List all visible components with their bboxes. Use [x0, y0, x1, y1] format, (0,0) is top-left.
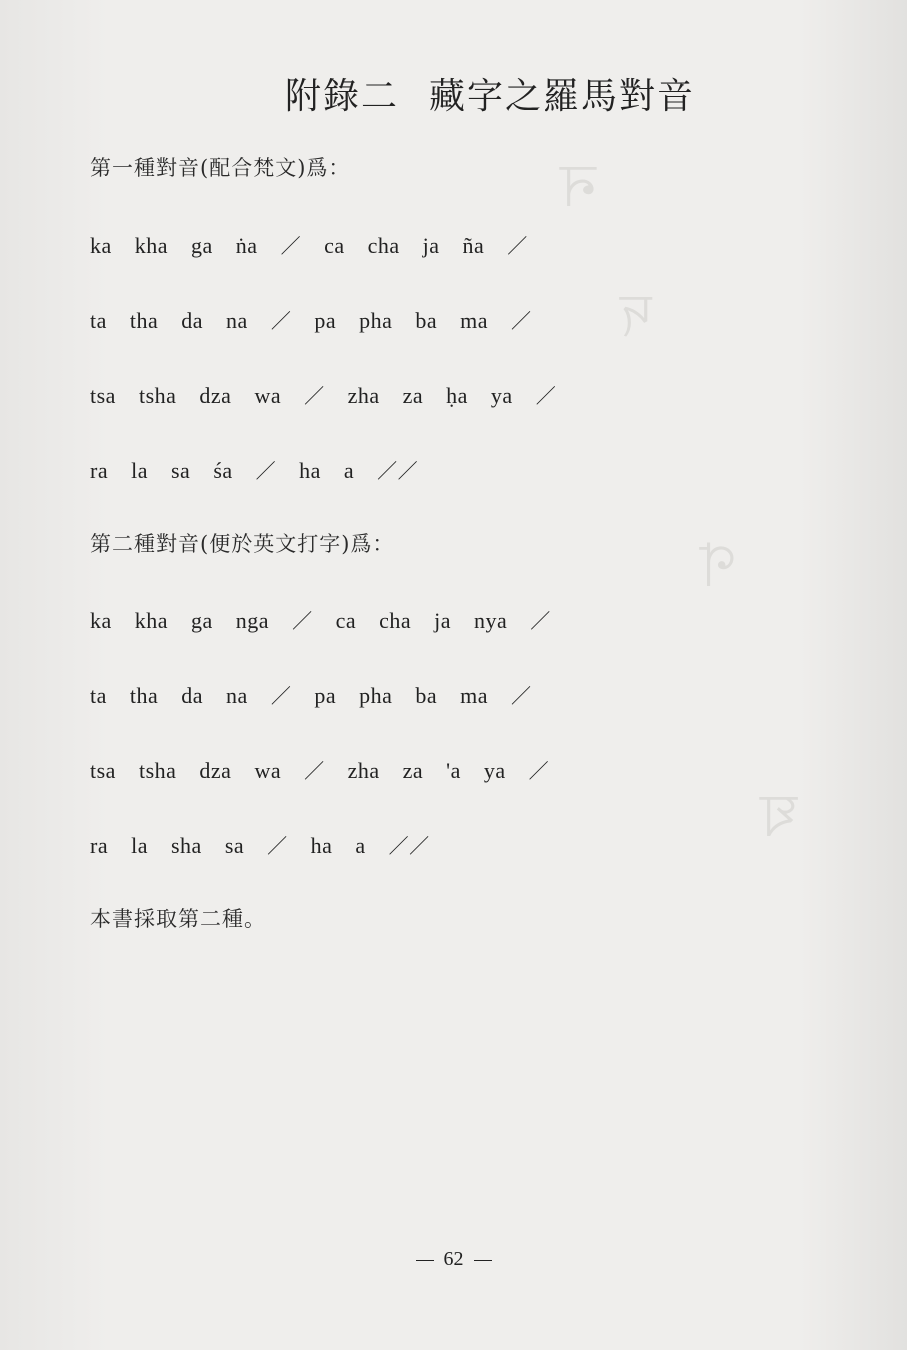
separator: ／ — [528, 759, 550, 783]
separator: ／／ — [388, 834, 430, 858]
page-number: 62 — [443, 1248, 464, 1270]
separator: ／ — [511, 684, 532, 708]
syllable: nya — [474, 608, 508, 633]
syllable: sa — [224, 833, 245, 858]
separator: ／ — [530, 609, 551, 633]
syllable: pha — [359, 683, 393, 708]
separator: ／ — [304, 384, 325, 408]
section1-heading: 第一種對音(配合梵文)爲： — [90, 156, 351, 180]
syllable: ja — [422, 233, 440, 258]
show-through-glyph: ন — [560, 151, 596, 221]
syllable: kha — [134, 608, 169, 633]
syllable: cha — [379, 608, 412, 633]
separator: ／／ — [377, 459, 419, 483]
show-through-glyph: ণ — [700, 531, 737, 601]
syllable: ma — [460, 308, 488, 333]
syllable: ba — [415, 308, 438, 333]
title-appendix-label: 附錄二 — [285, 76, 400, 117]
syllable: zha — [347, 758, 380, 783]
syllable: śa — [213, 458, 233, 483]
section1-row-2 — [90, 305, 549, 334]
show-through-glyph: ঘ — [760, 781, 798, 851]
syllable: a — [355, 833, 366, 858]
syllable: ña — [462, 233, 485, 258]
syllable: pha — [359, 308, 393, 333]
section1-row-3 — [90, 380, 573, 409]
syllable: da — [181, 683, 204, 708]
syllable: cha — [367, 233, 400, 258]
syllable: tsha — [138, 758, 177, 783]
syllable: ga — [191, 233, 213, 258]
syllable: wa — [254, 758, 282, 783]
syllable: sha — [170, 833, 202, 858]
section2-row-4 — [90, 830, 447, 859]
syllable: zha — [347, 383, 380, 408]
syllable: ha — [299, 458, 321, 483]
separator: ／ — [507, 234, 528, 258]
page-footer — [0, 1248, 907, 1271]
section2-row-2 — [90, 680, 549, 709]
syllable: ka — [90, 608, 112, 633]
syllable: ba — [415, 683, 438, 708]
syllable: 'a — [446, 758, 461, 783]
syllable: a — [343, 458, 355, 483]
separator: ／ — [267, 834, 288, 858]
syllable: la — [131, 833, 148, 858]
syllable: sa — [170, 458, 191, 483]
syllable: ha — [310, 833, 333, 858]
separator: ／ — [280, 234, 302, 258]
syllable: ja — [434, 608, 452, 633]
syllable: tha — [129, 683, 159, 708]
syllable: za — [402, 383, 424, 408]
syllable: ca — [324, 233, 345, 258]
syllable: pa — [314, 683, 337, 708]
syllable: nga — [235, 608, 270, 633]
syllable: tha — [129, 308, 159, 333]
separator: ／ — [270, 684, 292, 708]
separator: ／ — [304, 759, 325, 783]
syllable: tsa — [90, 758, 116, 783]
title-subject: 藏字之羅馬對音 — [429, 76, 696, 117]
syllable: ṅa — [235, 233, 258, 258]
show-through-glyph: দ — [620, 281, 652, 351]
syllable: na — [226, 308, 248, 333]
syllable: ta — [90, 308, 107, 333]
section2-row-1 — [90, 605, 568, 634]
footer-dash-left — [416, 1260, 434, 1261]
syllable: dza — [199, 383, 232, 408]
syllable: la — [131, 458, 148, 483]
syllable: wa — [254, 383, 282, 408]
syllable: dza — [199, 758, 232, 783]
separator: ／ — [511, 309, 532, 333]
section1-row-1 — [90, 230, 545, 259]
syllable: ga — [191, 608, 213, 633]
syllable: kha — [134, 233, 169, 258]
syllable: ta — [90, 683, 107, 708]
separator: ／ — [535, 384, 557, 408]
syllable: ḥa — [446, 383, 468, 408]
page-title — [285, 68, 695, 119]
section2-heading: 第二種對音(便於英文打字)爲： — [90, 532, 395, 556]
syllable: ra — [90, 458, 109, 483]
separator: ／ — [292, 609, 313, 633]
section1-row-4 — [90, 455, 435, 484]
syllable: ya — [483, 758, 506, 783]
syllable: tsa — [90, 383, 116, 408]
syllable: da — [181, 308, 204, 333]
syllable: ca — [335, 608, 357, 633]
syllable: na — [226, 683, 248, 708]
footer-dash-right — [474, 1260, 492, 1261]
section2-row-3 — [90, 755, 566, 784]
conclusion-text: 本書採取第二種。 — [90, 907, 266, 931]
syllable: za — [402, 758, 424, 783]
syllable: tsha — [138, 383, 177, 408]
syllable: pa — [314, 308, 337, 333]
separator: ／ — [255, 459, 277, 483]
separator: ／ — [270, 309, 292, 333]
syllable: ma — [460, 683, 488, 708]
syllable: ka — [90, 233, 112, 258]
syllable: ya — [490, 383, 513, 408]
syllable: ra — [90, 833, 109, 858]
